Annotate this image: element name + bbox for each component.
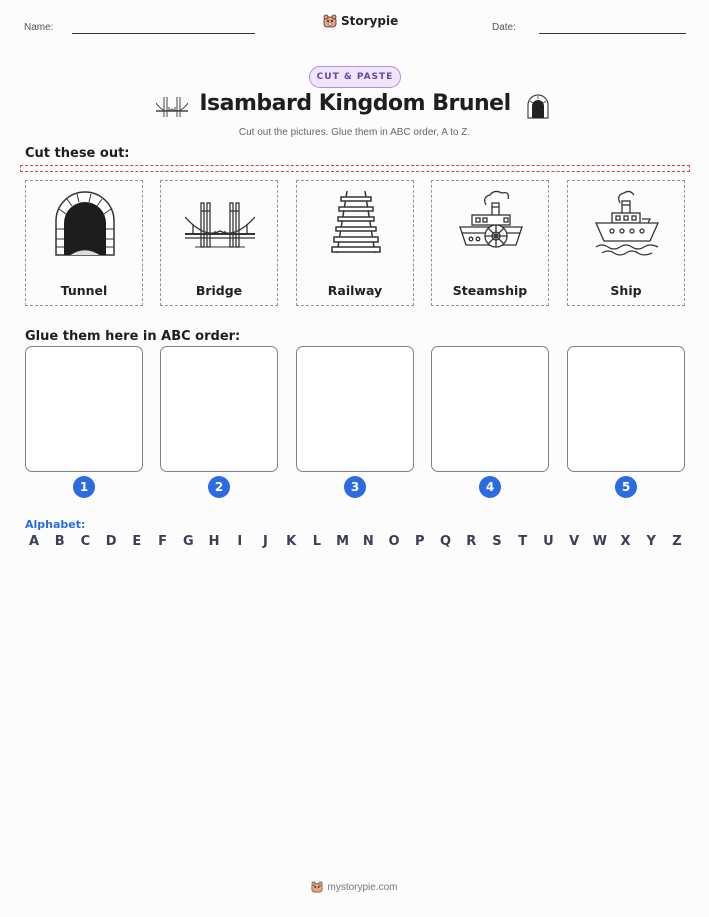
tunnel-icon [526,93,550,119]
storypie-logo [323,14,398,28]
alphabet-letter: N [362,534,374,549]
glue-section-heading: Glue them here in ABC order: [25,329,241,344]
alphabet-letter: X [620,534,631,549]
cut-line [20,165,690,172]
alphabet-row [24,534,687,549]
page-title: Isambard Kingdom Brunel [199,91,511,116]
glue-slot-4[interactable] [431,346,549,472]
slot-number-1: 1 [73,476,95,498]
alphabet-letter: J [263,534,268,549]
railway-icon [321,189,391,259]
alphabet-letter: F [158,534,168,549]
alphabet-letter: K [286,534,297,549]
name-line[interactable] [72,33,255,34]
alphabet-letter: B [54,534,65,549]
alphabet-letter: R [466,534,477,549]
alphabet-letter: P [415,534,425,549]
cut-card-bridge[interactable] [160,180,278,306]
slot-number-5: 5 [615,476,637,498]
alphabet-letter: L [312,534,322,549]
footer-url[interactable]: mystorypie.com [327,881,398,893]
slot-number-3: 3 [344,476,366,498]
ship-icon [592,189,662,259]
alphabet-letter: Y [646,534,656,549]
glue-slot-2[interactable] [160,346,278,472]
storypie-mascot-icon [323,14,337,28]
date-label: Date: [492,22,516,33]
alphabet-letter: E [132,534,142,549]
alphabet-letter: D [105,534,117,549]
alphabet-letter: M [336,534,350,549]
alphabet-letter: A [28,534,40,549]
alphabet-letter: Q [439,534,452,549]
alphabet-letter: V [569,534,580,549]
card-label-ship: Ship [610,283,642,298]
steamship-icon [456,189,526,259]
alphabet-letter: W [592,534,607,549]
cut-card-steamship[interactable] [431,180,549,306]
alphabet-letter: U [543,534,554,549]
cut-paste-badge: CUT & PASTE [309,66,401,88]
alphabet-letter: S [492,534,502,549]
glue-slot-5[interactable] [567,346,685,472]
alphabet-letter: Z [672,534,682,549]
alphabet-letter: T [518,534,528,549]
glue-slot-3[interactable] [296,346,414,472]
alphabet-letter: O [388,534,400,549]
cut-card-tunnel[interactable] [25,180,143,306]
slot-number-2: 2 [208,476,230,498]
alphabet-letter: C [80,534,91,549]
alphabet-letter: G [182,534,194,549]
footer [0,881,709,893]
cut-section-heading: Cut these out: [25,146,130,161]
instructions: Cut out the pictures. Glue them in ABC order, A to Z. [238,127,471,138]
card-label-bridge: Bridge [195,283,243,298]
alphabet-letter: I [237,534,243,549]
card-label-steamship: Steamship [452,283,528,298]
alphabet-letter: H [208,534,220,549]
glue-slot-1[interactable] [25,346,143,472]
brand-name: Storypie [341,14,399,28]
cut-card-railway[interactable] [296,180,414,306]
bridge-icon [185,189,255,259]
card-label-tunnel: Tunnel [60,283,108,298]
alphabet-label: Alphabet: [25,518,86,531]
slot-number-4: 4 [479,476,501,498]
date-line[interactable] [539,33,686,34]
bridge-icon [156,95,188,119]
storypie-mascot-icon [311,881,323,893]
card-label-railway: Railway [327,283,383,298]
name-label: Name: [24,22,54,33]
cut-card-ship[interactable] [567,180,685,306]
tunnel-icon [50,189,120,259]
